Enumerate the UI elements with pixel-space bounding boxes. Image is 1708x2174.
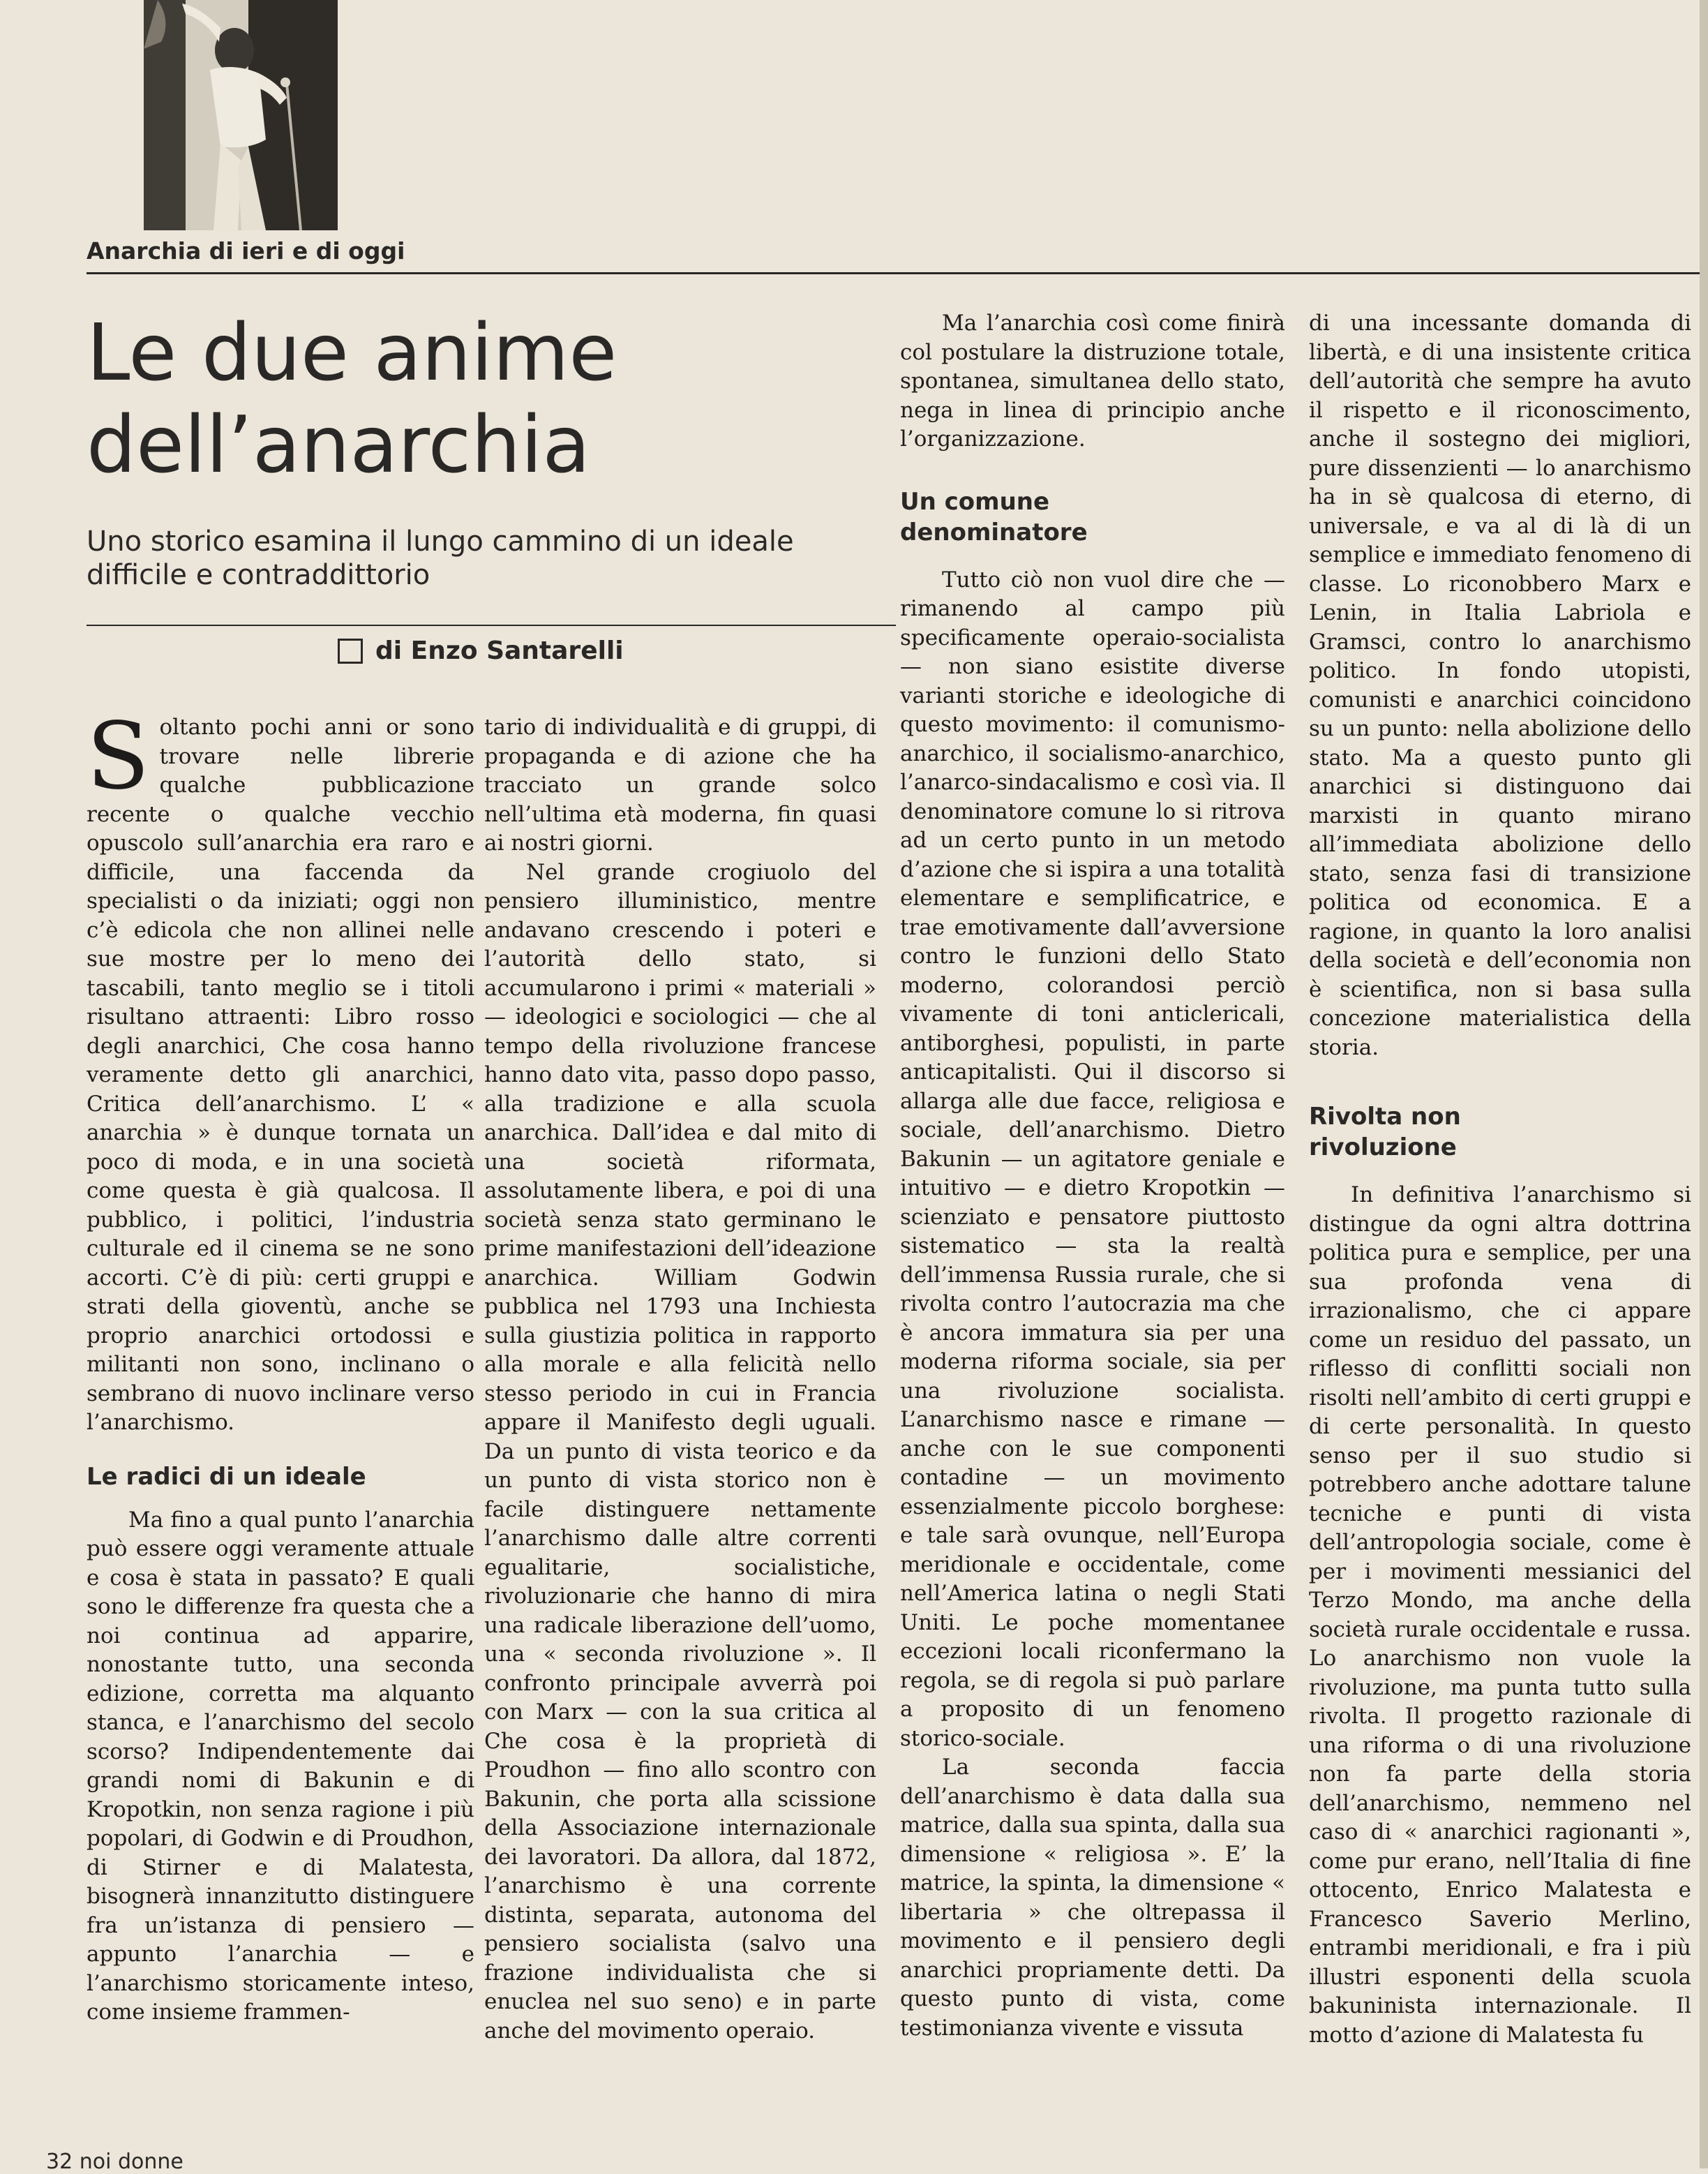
singer-photo-icon <box>144 0 338 230</box>
byline-rule <box>87 625 896 626</box>
top-rule <box>87 272 1708 274</box>
section-rubric: Anarchia di ieri e di oggi <box>87 237 405 265</box>
byline-author: di Enzo Santarelli <box>375 636 624 665</box>
paragraph: Ma l’anarchia così come finirà col postulare la distruzione totale, spontanea, simultanea dello stato, nega in linea di principio anche l’organizzazione. <box>900 311 1285 452</box>
section-heading: Rivolta non rivoluzione <box>1309 1103 1461 1161</box>
column-3 <box>900 309 1285 2043</box>
subheadline: Uno storico esamina il lungo cammino di un ideale difficile e contraddittorio <box>87 526 794 591</box>
column-1 <box>87 703 474 2027</box>
paragraph: Ma fino a qual punto l’anarchia può essere oggi veramente attuale e cosa è stata in passato? E quali sono le differenze fra questa che a noi continua ad apparire, nonostante tutto, una seconda edizione, corretta ma alquanto stanca, e l’anarchismo del secolo scorso? Indipendentemente dai grandi nomi di Bakunin e di Kropotkin, non senza ragione i più popolari, di Godwin e di Proudhon, di Stirner e di Malatesta, bisognerà innanzitutto distinguere fra un’istanza di pensiero — appunto l’anarchia — e l’anarchismo storicamente inteso, come insieme frammen- <box>87 1507 474 2025</box>
paragraph: Nel grande crogiuolo del pensiero illuministico, mentre andavano crescendo i poteri e l’autorità dello stato, si accumularono i primi « materiali » — ideologici e sociologici — che al tempo della rivoluzione francese hanno dato vita, passo dopo passo, alla tradizione e alla scuola anarchica. Dall’idea e dal mito di una società riformata, assolutamente libera, e poi di una società senza stato germinano le prime manifestazioni dell’ideazione anarchica. William Godwin pubblica nel 1793 una Inchiesta sulla giustizia politica in rapporto alla morale e alla felicità nello stesso periodo in cui in Francia appare il Manifesto degli uguali. Da un punto di vista teorico e da un punto di vista storico non è facile distinguere nettamente l’anarchismo dalle altre correnti egualitarie, socialistiche, rivoluzionarie che hanno di mira una radicale liberazione dell’uomo, una « seconda rivoluzione ». Il confronto principale avverrà poi con Marx — con la sua critica al Che cosa è la proprietà di Proudhon — fino allo scontro con Bakunin, che porta alla scissione della Associazione internazionale dei lavoratori. Da allora, dal 1872, l’anarchismo è una corrente distinta, separata, autonoma del pensiero socialista (salvo una frazione individualista che si enuclea nel suo seno) e in parte anche del movimento operaio. <box>484 859 876 2043</box>
square-bullet-icon <box>338 639 363 664</box>
section-heading: Le radici di un ideale <box>87 1462 366 1491</box>
paragraph: Tutto ciò non vuol dire che — rimanendo al campo più specificamente operaio-socialista — non siano esistite diverse varianti storiche e ideologiche di questo movimento: il comunismo-anarchico, il socialismo-anarchico, l’anarco-sindacalismo e così via. Il denominatore comune lo si ritrova ad un certo punto in un metodo d’azione che si ispira a una totalità elementare e semplificatrice, e trae emotivamente dall’avversione contro le funzioni dello Stato moderno, colorandosi perciò vivamente di toni anticlericali, antiborghesi, populisti, in parte anticapitalisti. Qui il discorso si allarga alle due facce, religiosa e sociale, dell’anarchismo. Dietro Bakunin — un agitatore geniale e intuitivo — e dietro Kropotkin — scienziato e pensatore piuttosto sistematico — sta la realtà dell’immensa Russia rurale, che si rivolta contro l’autocrazia ma che è ancora immatura sia per una moderna riforma sociale, sia per una rivoluzione socialista. L’anarchismo nasce e rimane — anche con le sue componenti contadine — un movimento essenzialmente piccolo borghese: e tale sarà ovunque, nell’Europa meridionale e occidentale, come nell’America latina o negli Stati Uniti. Le poche momentanee eccezioni locali riconfermano la regola, se di regola si può parlare a proposito di un fenomeno storico-sociale. <box>900 567 1285 1751</box>
page-folio: 32 noi donne <box>46 2150 183 2174</box>
column-4 <box>1309 309 1691 2050</box>
section-heading: Un comune denominatore <box>900 487 1088 546</box>
drop-cap: S <box>87 703 150 810</box>
paragraph: tario di individualità e di gruppi, di propaganda e di azione che ha tracciato un grande solco nell’ultima età moderna, fin quasi ai nostri giorni. <box>484 715 876 856</box>
column-1-intro <box>87 703 474 1438</box>
paragraph: In definitiva l’anarchismo si distingue da ogni altra dottrina politica pura e semplice, per una sua profonda vena di irrazionalismo, che ci appare come un residuo del passato, un riflesso di conflitti sociali non risolti nell’ambito di certi gruppi e di certe personalità. In questo senso per il suo studio si potrebbero anche adottare talune tecniche e punti di vista dell’antropologia sociale, come è per i movimenti messianici del Terzo Mondo, ma anche della società rurale occidentale e russa. Lo anarchismo non vuole la rivoluzione, ma punta tutto sulla rivolta. Il progetto razionale di una riforma o di una rivoluzione non fa parte della storia dell’anarchismo, nemmeno nel caso di « anarchici ragionanti », come pur erano, nell’Italia di fine ottocento, Enrico Malatesta e Francesco Saverio Merlino, entrambi meridionali, e fra i più illustri esponenti della scuola bakuninista internazionale. Il motto d’azione di Malatesta fu <box>1309 1182 1691 2048</box>
page-edge <box>1700 0 1708 2168</box>
paragraph: La seconda faccia dell’anarchismo è data dalla sua matrice, dalla sua spinta, dalla sua dimensione « religiosa ». E’ la matrice, la spinta, la dimensione « libertaria » che oltrepassa il movimento e il pensiero degli anarchici propriamente detti. Da questo punto di vista, come testimonianza vivente e vissuta <box>900 1755 1285 2041</box>
paragraph: di una incessante domanda di libertà, e di una insistente critica dell’autorità che sempre ha avuto il rispetto e il riconoscimento, anche il sostegno dei migliori, pure dissenzienti — lo anarchismo ha in sè qualcosa di eterno, di universale, e va al di là di un semplice e immediato fenomeno di classe. Lo riconobbero Marx e Lenin, in Italia Labriola e Gramsci, contro lo anarchismo politico. In fondo utopisti, comunisti e anarchici coincidono su un punto: nella abolizione dello stato. Ma a questo punto gli anarchici si distinguono dai marxisti in quanto mirano all’immediata abolizione dello stato, senza fasi di transizione politica od economica. E a ragione, in quanto la loro analisi della società e dell’economia non è scientifica, non si basa sulla concezione materialistica della storia. <box>1309 311 1691 1060</box>
paragraph: oltanto pochi anni or sono trovare nelle librerie qualche pubblicazione recente o qualche vecchio opuscolo sull’anarchia era raro e difficile, una faccenda da specialisti o da iniziati; oggi non c’è edicola che non allinei nelle sue mostre per lo meno dei tascabili, tanto meglio se i titoli risultano attraenti: Libro rosso degli anarchici, Che cosa hanno veramente detto gli anarchici, Critica dell’anarchismo. L’ « anarchia » è dunque tornata un poco di moda, e in una società come questa è già qualcosa. Il pubblico, i politici, l’industria culturale ed il cinema se ne sono accorti. C’è di più: certi gruppi e strati della gioventù, anche se proprio anarchici ortodossi e militanti non sono, inclinano o sembrano di nuovo inclinare verso l’anarchismo. <box>87 715 474 1435</box>
performer-photo <box>144 0 338 230</box>
column-2 <box>484 713 876 2046</box>
byline <box>338 636 624 665</box>
headline: Le due anime dell’anarchia <box>87 308 617 491</box>
